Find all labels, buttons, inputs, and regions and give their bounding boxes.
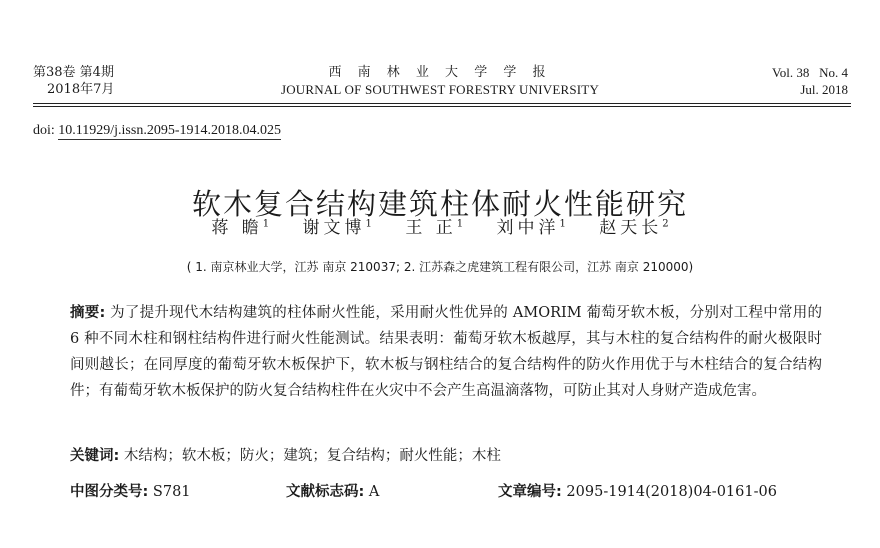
author: 蒋 瞻$^1$ (211, 218, 270, 238)
doi-label: doi: (33, 123, 55, 138)
document-code: 文献标志码: A (286, 484, 380, 500)
keywords (70, 444, 501, 465)
doi-value[interactable]: 10.11929/j.issn.2095-1914.2018.04.025 (58, 123, 281, 138)
doi-line (33, 123, 281, 139)
volume-issue-cn: 第38卷 第4期 (33, 65, 114, 80)
clc-number: 中图分类号: S781 (70, 484, 191, 500)
author: 赵天长$^2$ (599, 218, 669, 238)
keywords-label: 关键词: (70, 448, 120, 464)
header-rule-bottom (33, 106, 851, 107)
author: 王 正$^1$ (405, 218, 464, 238)
journal-name-cn: 西 南 林 业 大 学 学 报 (328, 65, 552, 80)
date-en: Jul. 2018 (800, 82, 848, 97)
abstract-text: 为了提升现代木结构建筑的柱体耐火性能，采用耐火性优异的 AMORIM 葡萄牙软木板，分别对工程中常用的 6 种不同木柱和钢柱结构件进行耐火性能测试。结果表明：葡萄牙软木板越厚，其与木柱的复合结构件的耐火极限时间则越长；在同厚度的葡萄牙软木板保护下，软木板与钢柱结合的复合结构件的防火作用优于与木柱结合的复合结构件；有葡萄牙软木板保护的防火复合结构柱件在火灾中不会产生高温滴落物，可防止其对人身财产造成危害。 (70, 305, 822, 399)
author-list (0, 213, 880, 238)
journal-name-en: JOURNAL OF SOUTHWEST FORESTRY UNIVERSITY (280, 82, 600, 97)
keywords-text: 木结构；软木板；防火；建筑；复合结构；耐火性能；木柱 (123, 448, 501, 464)
author: 刘中洋$^1$ (496, 218, 566, 238)
header-rule-top (33, 103, 851, 104)
date-cn: 2018年7月 (47, 82, 115, 97)
article-title: 软木复合结构建筑柱体耐火性能研究 (191, 187, 688, 222)
article-number: 文章编号: 2095-1914(2018)04-0161-06 (498, 484, 777, 500)
volume-issue-en: Vol. 38 No. 4 (772, 65, 848, 80)
header-right (772, 64, 848, 98)
abstract (70, 300, 822, 404)
author: 谢文博$^1$ (302, 218, 372, 238)
header-center (0, 64, 880, 98)
abstract-label: 摘要: (70, 305, 106, 321)
affiliations: ( 1. 南京林业大学，江苏 南京 210037; 2. 江苏森之虎建筑工程有限公司，江苏 南京 210000) (186, 260, 694, 274)
